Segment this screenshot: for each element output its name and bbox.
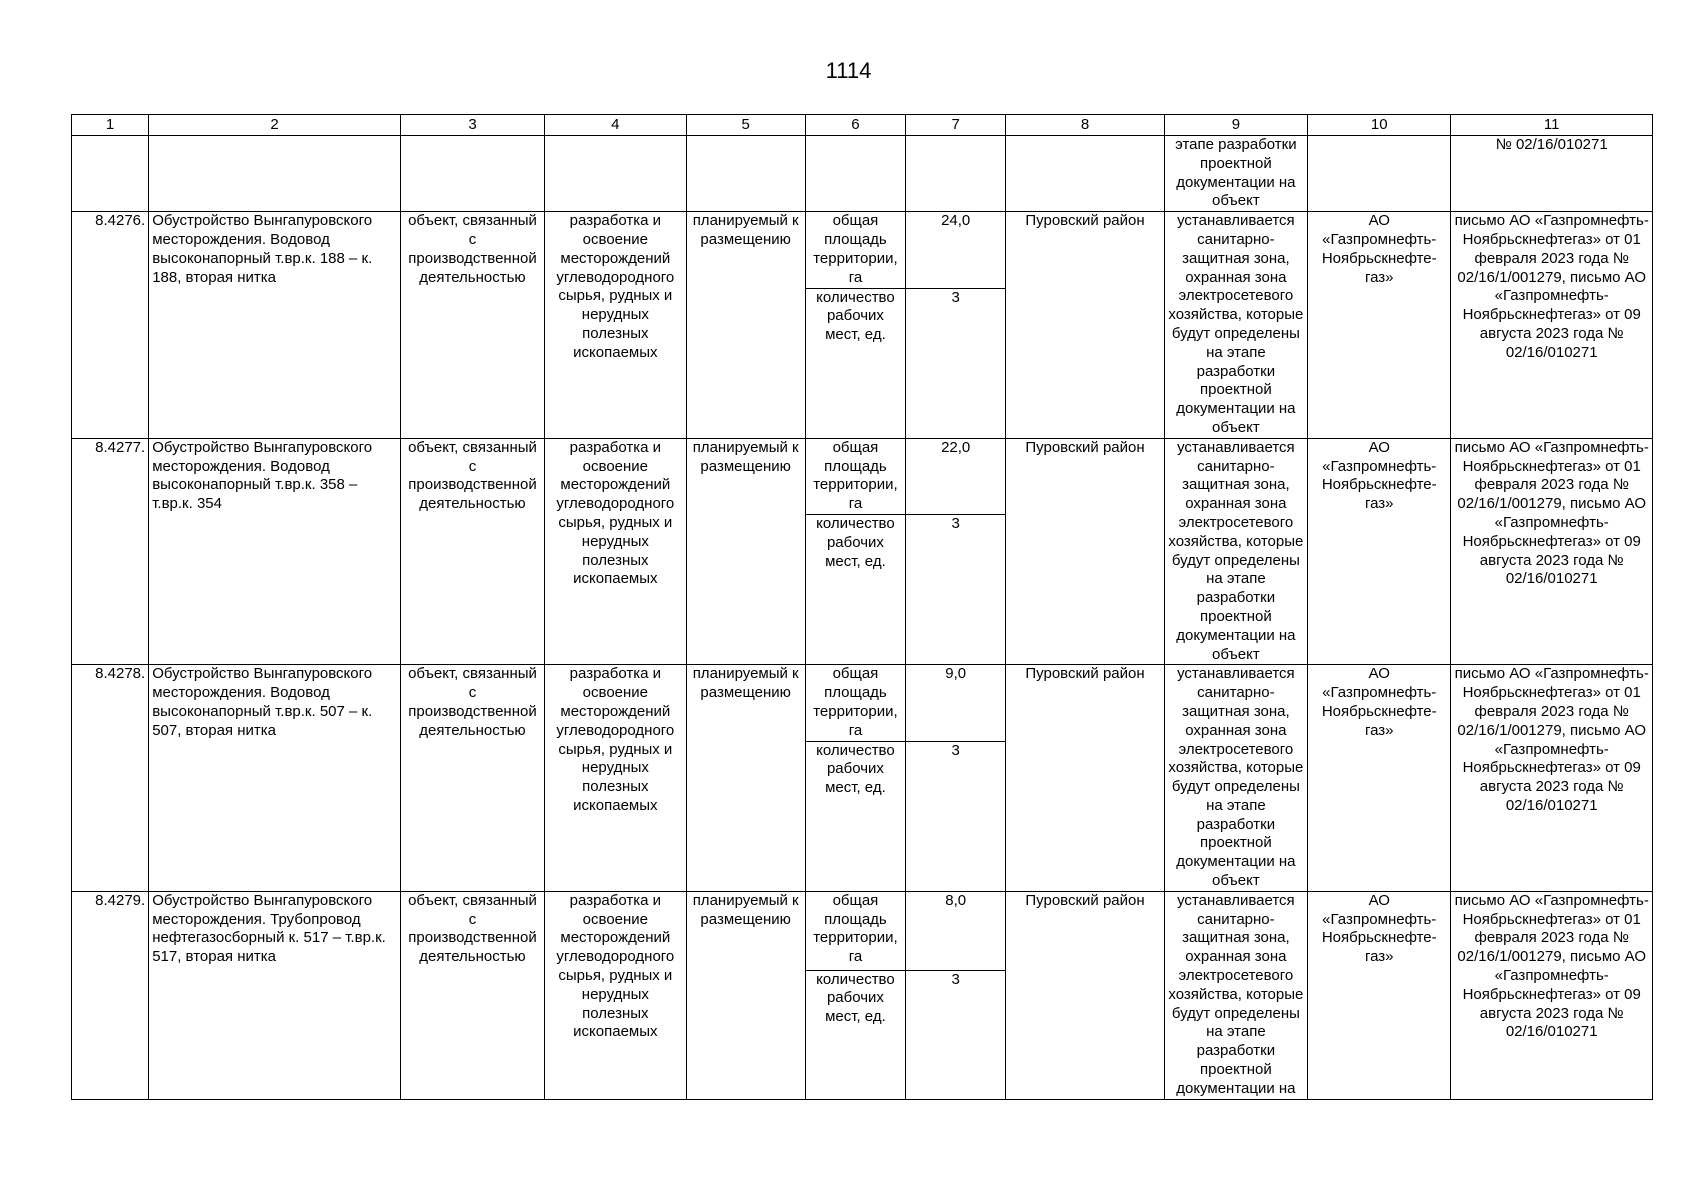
row-number-cell: 8.4276. <box>72 212 149 439</box>
status-cell: планируемый к размещению <box>686 438 805 665</box>
object-name-cell: Обустройство Вынгапуровского месторождения. Водовод высоконапорный т.вр.к. 188 – к. 188, вторая нитка <box>149 212 401 439</box>
characteristic-label-cell: количество рабочих мест, ед. <box>805 741 905 891</box>
characteristic-value-cell: 3 <box>906 970 1006 1099</box>
purpose-cell: разработка и освоение месторождений углеводородного сырья, рудных и нерудных полезных ископаемых <box>545 438 686 665</box>
column-header-11: 11 <box>1451 115 1653 136</box>
object-type-cell: объект, связанный с производственной деятельностью <box>400 891 544 1099</box>
object-name-cell: Обустройство Вынгапуровского месторождения. Водовод высоконапорный т.вр.к. 358 – т.вр.к. 354 <box>149 438 401 665</box>
object-name-cell: Обустройство Вынгапуровского месторождения. Трубопровод нефтегазосборный к. 517 – т.вр.к. 517, вторая нитка <box>149 891 401 1099</box>
column-header-2: 2 <box>149 115 401 136</box>
purpose-cell: разработка и освоение месторождений углеводородного сырья, рудных и нерудных полезных ископаемых <box>545 891 686 1099</box>
characteristic-label-cell: общая площадь территории, га <box>805 438 905 514</box>
characteristic-label-cell: количество рабочих мест, ед. <box>805 970 905 1099</box>
characteristic-value-cell: 22,0 <box>906 438 1006 514</box>
characteristic-label-cell: общая площадь территории, га <box>805 212 905 288</box>
basis-cell: письмо АО «Газпромнефть-Ноябрьскнефтегаз» от 01 февраля 2023 года № 02/16/1/001279, письмо АО «Газпромнефть-Ноябрьскнефтегаз» от 09 августа 2023 года № 02/16/010271 <box>1451 665 1653 892</box>
owner-cell: АО «Газпромнефть-Ноябрьскнефте-газ» <box>1308 891 1451 1099</box>
purpose-cell: разработка и освоение месторождений углеводородного сырья, рудных и нерудных полезных ископаемых <box>545 212 686 439</box>
characteristic-value-cell: 3 <box>906 741 1006 891</box>
zone-cell: устанавливается санитарно-защитная зона, охранная зона электросетевого хозяйства, которые будут определены на этапе разработки проектной документации на объект <box>1164 665 1307 892</box>
characteristic-label-cell: количество рабочих мест, ед. <box>805 288 905 438</box>
column-header-8: 8 <box>1006 115 1164 136</box>
basis-cell: письмо АО «Газпромнефть-Ноябрьскнефтегаз» от 01 февраля 2023 года № 02/16/1/001279, письмо АО «Газпромнефть-Ноябрьскнефтегаз» от 09 августа 2023 года № 02/16/010271 <box>1451 891 1653 1099</box>
location-cell: Пуровский район <box>1006 212 1164 439</box>
column-header-3: 3 <box>400 115 544 136</box>
location-cell: Пуровский район <box>1006 891 1164 1099</box>
continuation-row <box>72 136 1653 212</box>
empty-cell <box>1308 136 1451 212</box>
empty-cell <box>906 136 1006 212</box>
zone-cell: устанавливается санитарно-защитная зона, охранная зона электросетевого хозяйства, которые будут определены на этапе разработки проектной документации на <box>1164 891 1307 1099</box>
basis-cell: письмо АО «Газпромнефть-Ноябрьскнефтегаз» от 01 февраля 2023 года № 02/16/1/001279, письмо АО «Газпромнефть-Ноябрьскнефтегаз» от 09 августа 2023 года № 02/16/010271 <box>1451 438 1653 665</box>
zone-cell: устанавливается санитарно-защитная зона, охранная зона электросетевого хозяйства, которые будут определены на этапе разработки проектной документации на объект <box>1164 438 1307 665</box>
characteristic-value-cell: 3 <box>906 515 1006 665</box>
object-name-cell: Обустройство Вынгапуровского месторождения. Водовод высоконапорный т.вр.к. 507 – к. 507, вторая нитка <box>149 665 401 892</box>
characteristic-label-cell: общая площадь территории, га <box>805 665 905 741</box>
table-row <box>72 212 1653 288</box>
row-number-cell: 8.4277. <box>72 438 149 665</box>
table-row <box>72 891 1653 970</box>
characteristic-label-cell: количество рабочих мест, ед. <box>805 515 905 665</box>
object-type-cell: объект, связанный с производственной деятельностью <box>400 665 544 892</box>
data-table <box>71 114 1653 1100</box>
page-number: 1114 <box>825 58 872 83</box>
zone-cell: этапе разработки проектной документации на объект <box>1164 136 1307 212</box>
table-row <box>72 438 1653 514</box>
row-number-cell: 8.4278. <box>72 665 149 892</box>
empty-cell <box>400 136 544 212</box>
characteristic-value-cell: 8,0 <box>906 891 1006 970</box>
column-header-7: 7 <box>906 115 1006 136</box>
empty-cell <box>545 136 686 212</box>
empty-cell <box>805 136 905 212</box>
column-header-9: 9 <box>1164 115 1307 136</box>
column-header-5: 5 <box>686 115 805 136</box>
characteristic-value-cell: 9,0 <box>906 665 1006 741</box>
row-number-cell: 8.4279. <box>72 891 149 1099</box>
empty-cell <box>72 136 149 212</box>
characteristic-label-cell: общая площадь территории, га <box>805 891 905 970</box>
status-cell: планируемый к размещению <box>686 891 805 1099</box>
characteristic-value-cell: 3 <box>906 288 1006 438</box>
column-header-6: 6 <box>805 115 905 136</box>
location-cell: Пуровский район <box>1006 665 1164 892</box>
zone-cell: устанавливается санитарно-защитная зона, охранная зона электросетевого хозяйства, которые будут определены на этапе разработки проектной документации на объект <box>1164 212 1307 439</box>
owner-cell: АО «Газпромнефть-Ноябрьскнефте-газ» <box>1308 665 1451 892</box>
basis-cell: письмо АО «Газпромнефть-Ноябрьскнефтегаз» от 01 февраля 2023 года № 02/16/1/001279, письмо АО «Газпромнефть-Ноябрьскнефтегаз» от 09 августа 2023 года № 02/16/010271 <box>1451 212 1653 439</box>
object-type-cell: объект, связанный с производственной деятельностью <box>400 212 544 439</box>
column-header-4: 4 <box>545 115 686 136</box>
empty-cell <box>686 136 805 212</box>
table-header-row <box>72 115 1653 136</box>
basis-cell: № 02/16/010271 <box>1451 136 1653 212</box>
object-type-cell: объект, связанный с производственной деятельностью <box>400 438 544 665</box>
status-cell: планируемый к размещению <box>686 665 805 892</box>
location-cell: Пуровский район <box>1006 438 1164 665</box>
table-row <box>72 665 1653 741</box>
purpose-cell: разработка и освоение месторождений углеводородного сырья, рудных и нерудных полезных ископаемых <box>545 665 686 892</box>
characteristic-value-cell: 24,0 <box>906 212 1006 288</box>
empty-cell <box>1006 136 1164 212</box>
owner-cell: АО «Газпромнефть-Ноябрьскнефте-газ» <box>1308 438 1451 665</box>
owner-cell: АО «Газпромнефть-Ноябрьскнефте-газ» <box>1308 212 1451 439</box>
column-header-10: 10 <box>1308 115 1451 136</box>
empty-cell <box>149 136 401 212</box>
status-cell: планируемый к размещению <box>686 212 805 439</box>
column-header-1: 1 <box>72 115 149 136</box>
